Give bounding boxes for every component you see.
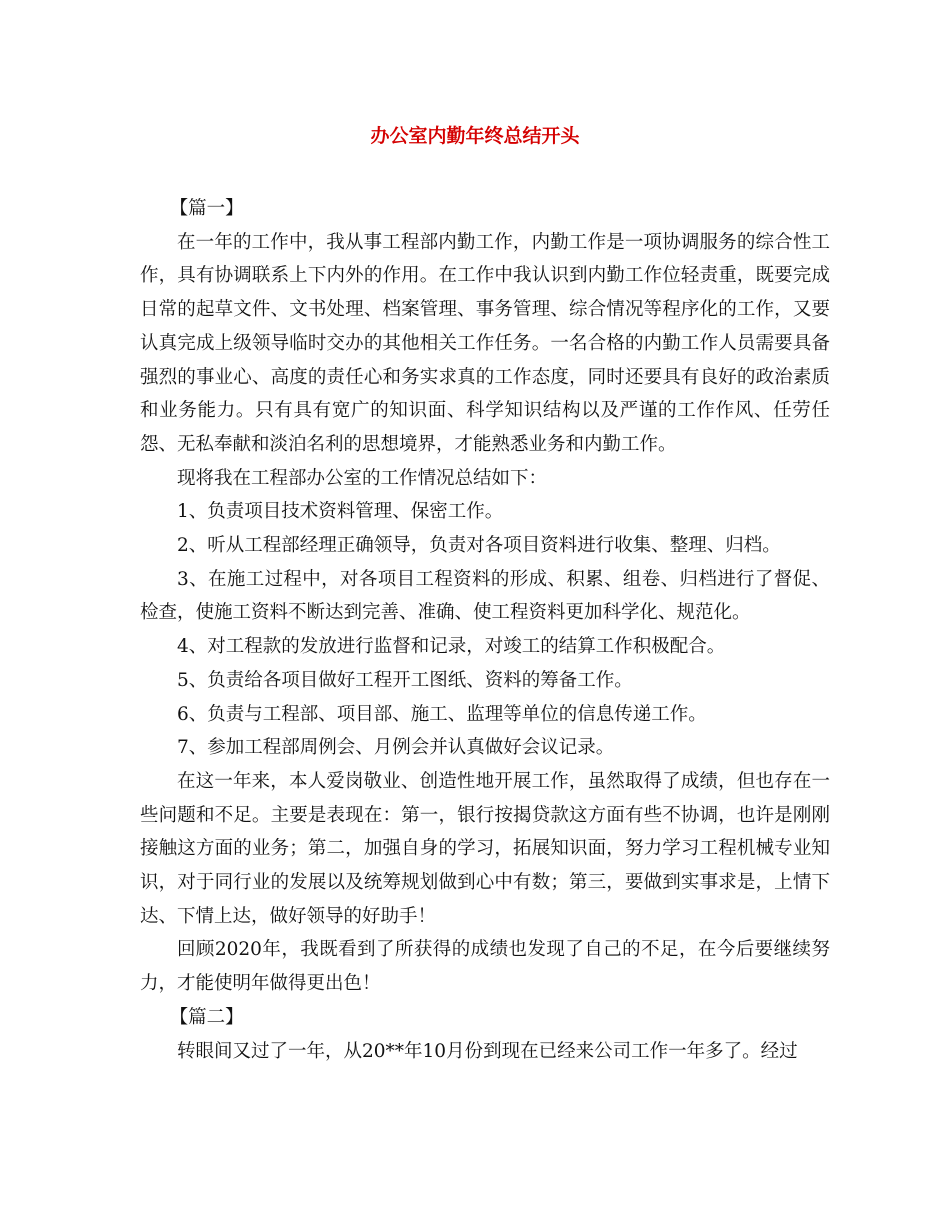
list-item: 6、负责与工程部、项目部、施工、监理等单位的信息传递工作。 (177, 703, 707, 725)
list-item: 1、负责项目技术资料管理、保密工作。 (177, 501, 504, 523)
document-body (140, 192, 830, 1068)
section-heading: 【篇一】 (169, 198, 244, 219)
list-item: 4、对工程款的发放进行监督和记录，对竣工的结算工作积极配合。 (177, 636, 726, 658)
paragraph: 在一年的工作中，我从事工程部内勤工作，内勤工作是一项协调服务的综合性工作，具有协调联系上下内外的作用。在工作中我认识到内勤工作位轻责重，既要完成日常的起草文件、文书处理、档案管理、事务管理、综合情况等程序化的工作，又要认真完成上级领导临时交办的其他相关工作任务。一名合格的内勤工作人员需要具备强烈的事业心、高度的责任心和务实求真的工作态度，同时还要具有良好的政治素质和业务能力。只有具有宽广的知识面、科学知识结构以及严谨的工作作风、任劳任怨、无私奉献和淡泊名利的思想境界，才能熟悉业务和内勤工作。 (140, 231, 830, 455)
paragraph: 在这一年来，本人爱岗敬业、创造性地开展工作，虽然取得了成绩，但也存在一些问题和不足。主要是表现在：第一，银行按揭贷款这方面有些不协调，也许是刚刚接触这方面的业务；第二，加强自身的学习，拓展知识面，努力学习工程机械专业知识，对于同行业的发展以及统筹规划做到心中有数；第三，要做到实事求是，上情下达、下情上达，做好领导的好助手！ (140, 770, 830, 927)
paragraph: 现将我在工程部办公室的工作情况总结如下： (177, 467, 548, 489)
list-item: 3、在施工过程中，对各项目工程资料的形成、积累、组卷、归档进行了督促、检查，使施工资料不断达到完善、准确、使工程资料更加科学化、规范化。 (140, 568, 830, 624)
list-item: 5、负责给各项目做好工程开工图纸、资料的筹备工作。 (177, 669, 633, 691)
section-heading: 【篇二】 (169, 1006, 244, 1028)
list-item: 2、听从工程部经理正确领导，负责对各项目资料进行收集、整理、归档。 (177, 535, 781, 557)
paragraph: 转眼间又过了一年，从20**年10月份到现在已经来公司工作一年多了。经过 (177, 1040, 798, 1062)
document-title: 办公室内勤年终总结开头 (370, 125, 580, 147)
paragraph: 回顾2020年，我既看到了所获得的成绩也发现了自己的不足，在今后要继续努力，才能使明年做得更出色！ (140, 939, 830, 995)
list-item: 7、参加工程部周例会、月例会并认真做好会议记录。 (177, 737, 615, 759)
